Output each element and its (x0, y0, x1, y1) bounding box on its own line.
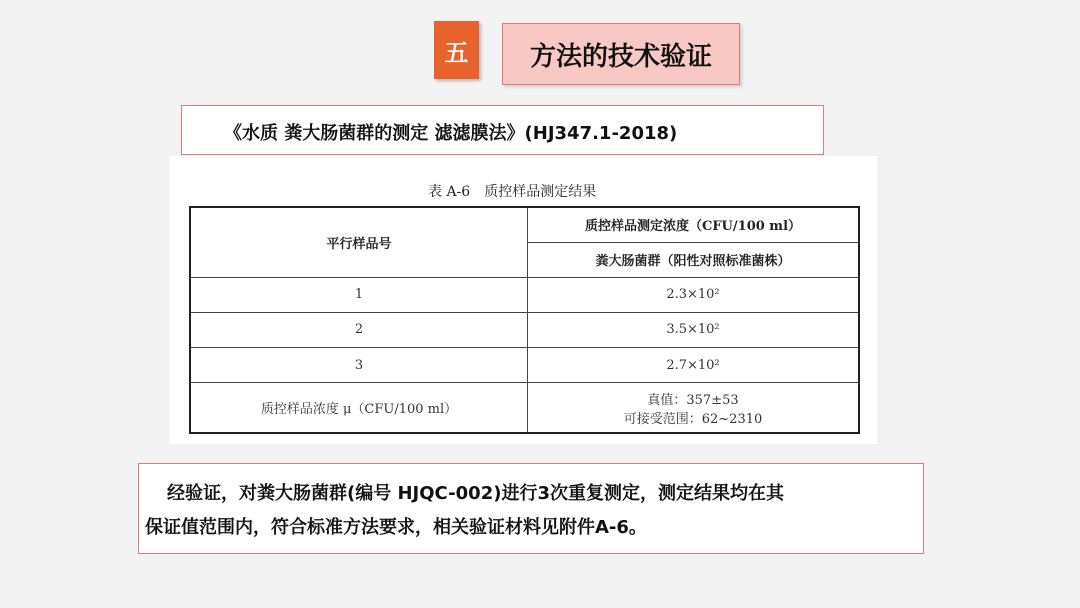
conclusion-box (138, 463, 924, 554)
row-value: 2.3×10² (528, 277, 860, 312)
row-id: 3 (190, 348, 528, 383)
table-row (190, 348, 859, 383)
row-id: 2 (190, 312, 528, 347)
row-id: 1 (190, 277, 528, 312)
table-footer-row (190, 383, 859, 433)
qc-results-table (189, 206, 860, 434)
conclusion-line-1: 经验证，对粪大肠菌群(编号 HJQC-002)进行3次重复测定，测定结果均在其 (167, 483, 784, 504)
table-row (190, 312, 859, 347)
section-number-badge: 五 (434, 21, 479, 79)
standard-title-box (181, 105, 824, 155)
table-image-panel (170, 156, 877, 444)
footer-values (528, 383, 860, 433)
table-caption: 表 A-6 质控样品测定结果 (428, 184, 597, 200)
true-value: 真值：357±53 (647, 392, 739, 408)
standard-title: 《水质 粪大肠菌群的测定 滤滤膜法》(HJ347.1-2018) (224, 123, 678, 144)
col1-header: 平行样品号 (190, 207, 528, 277)
footer-label: 质控样品浓度 μ（CFU/100 ml） (190, 383, 528, 433)
table-row (190, 277, 859, 312)
col2-header-bottom: 粪大肠菌群（阳性对照标准菌株） (528, 242, 860, 277)
col2-header-top: 质控样品测定浓度（CFU/100 ml） (528, 207, 860, 242)
conclusion-line-2: 保证值范围内，符合标准方法要求，相关验证材料见附件A-6。 (145, 517, 647, 538)
section-title: 方法的技术验证 (502, 23, 740, 85)
row-value: 2.7×10² (528, 348, 860, 383)
row-value: 3.5×10² (528, 312, 860, 347)
acceptable-range: 可接受范围：62~2310 (623, 411, 763, 427)
